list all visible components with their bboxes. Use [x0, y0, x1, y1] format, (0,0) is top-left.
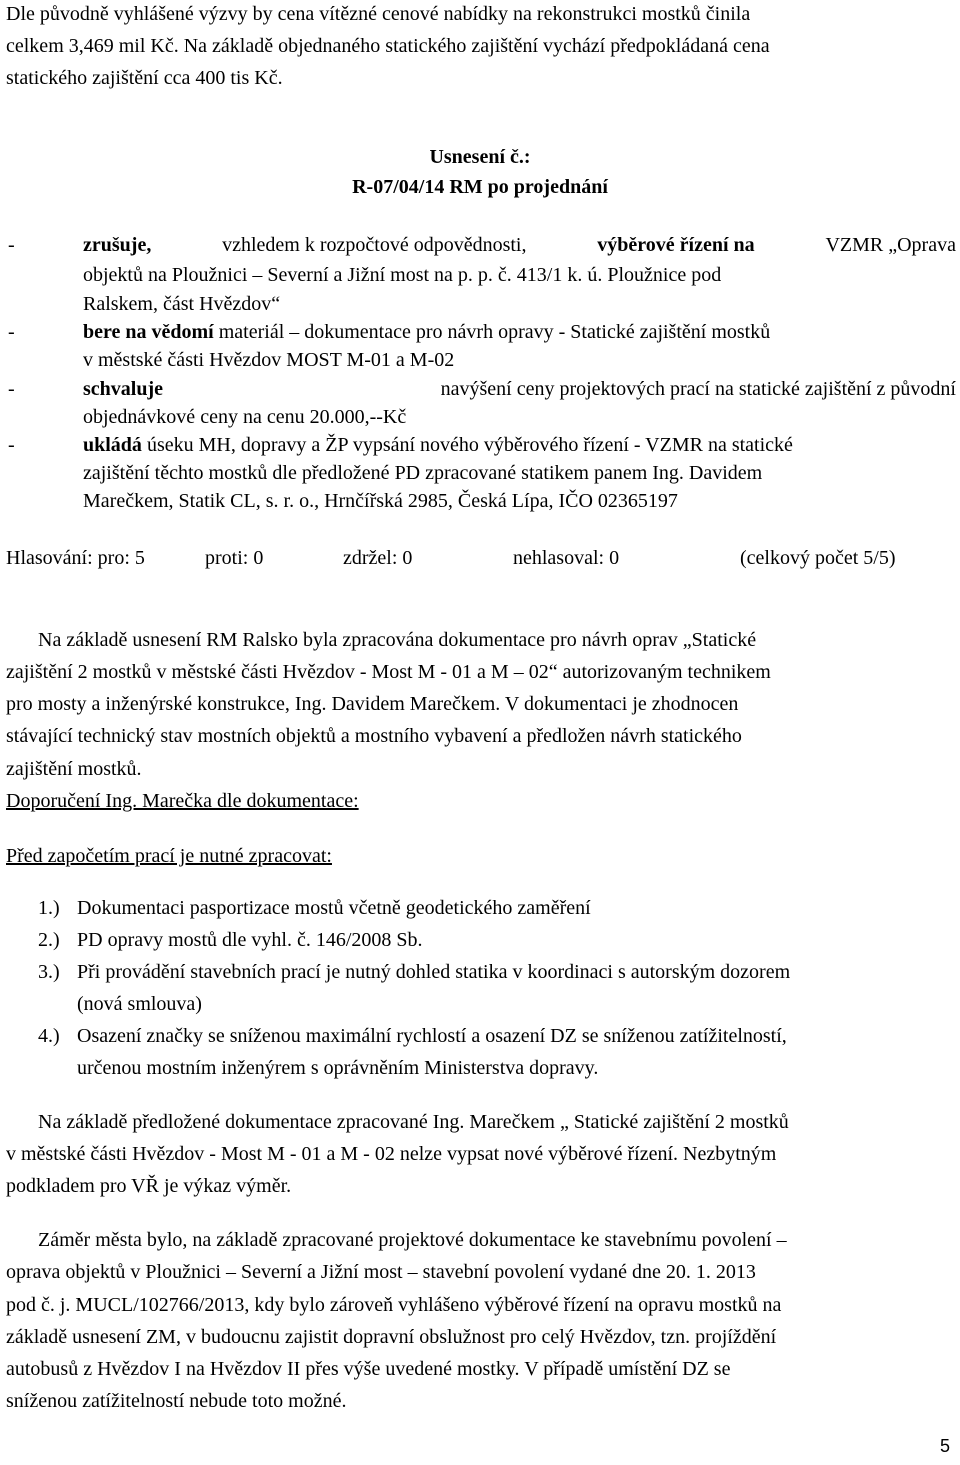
- resolution-heading: Usnesení č.:: [429, 146, 531, 168]
- item-dash: -: [8, 378, 15, 400]
- item-keyword-2: výběrové řízení na: [597, 234, 755, 256]
- intro-line-1: Dle původně vyhlášené výzvy by cena vítězné cenové nabídky na rekonstrukci mostků činila: [6, 3, 751, 25]
- voting-label: [6, 546, 145, 570]
- item-keyword: schvaluje: [83, 378, 163, 400]
- item-bere-line-2: v městské části Hvězdov MOST M-01 a M-02: [83, 349, 455, 371]
- item-text: navýšení ceny projektových prací na statické zajištění z původní: [440, 378, 956, 400]
- item-schvaluje-line-1: [83, 377, 956, 401]
- item-dash: -: [8, 434, 15, 456]
- list-item-text: Osazení značky se sníženou maximální rychlostí a osazení DZ se sníženou zatížitelností,: [77, 1025, 787, 1047]
- para4-line-4: základě usnesení ZM, v budoucnu zajistit dopravní obslužnost pro celý Hvězdov, tzn. projíždění: [6, 1326, 777, 1348]
- recommendation-heading: Doporučení Ing. Marečka dle dokumentace:: [6, 790, 359, 812]
- item-uklada-line-3: Marečkem, Statik CL, s. r. o., Hrnčířská 2985, Česká Lípa, IČO 02365197: [83, 490, 678, 512]
- para2-line-4: stávající technický stav mostních objektů a mostního vybavení a předložen návrh statického: [6, 725, 742, 747]
- intro-line-3: statického zajištění cca 400 tis Kč.: [6, 67, 283, 89]
- voting-nehlasoval: nehlasoval: 0: [513, 547, 620, 569]
- para3-line-2: v městské části Hvězdov - Most M - 01 a M - 02 nelze vypsat nové výběrové řízení. Nezbytným: [6, 1143, 777, 1165]
- item-text-2: VZMR „Oprava: [825, 234, 956, 256]
- item-keyword: ukládá: [83, 434, 142, 456]
- para2-line-3: pro mosty a inženýrské konstrukce, Ing. Davidem Marečkem. V dokumentaci je zhodnocen: [6, 693, 739, 715]
- list-number: 2.): [38, 929, 60, 951]
- voting-label-text: Hlasování:: [6, 547, 93, 569]
- list-number: 1.): [38, 897, 60, 919]
- item-uklada-line-2: zajištění těchto mostků dle předložené PD zpracované statikem panem Ing. Davidem: [83, 462, 763, 484]
- voting-proti: proti: 0: [205, 547, 264, 569]
- item-dash: -: [8, 234, 15, 256]
- para2-line-2: zajištění 2 mostků v městské části Hvězdov - Most M - 01 a M – 02“ autorizovaným technikem: [6, 661, 771, 683]
- item-zrusuje-line-3: Ralskem, část Hvězdov“: [83, 293, 281, 315]
- list-item-text: (nová smlouva): [77, 993, 202, 1015]
- para4-line-1: Záměr města bylo, na základě zpracované projektové dokumentace ke stavebnímu povolení –: [38, 1229, 787, 1251]
- list-item-text: PD opravy mostů dle vyhl. č. 146/2008 Sb.: [77, 929, 423, 951]
- para3-line-1: Na základě předložené dokumentace zpracované Ing. Marečkem „ Statické zajištění 2 mostků: [38, 1111, 789, 1133]
- voting-zdrzel: zdržel: 0: [343, 547, 413, 569]
- list-number: 4.): [38, 1025, 60, 1047]
- para3-line-3: podkladem pro VŘ je výkaz výměr.: [6, 1175, 292, 1197]
- item-bere-line-1: [83, 320, 770, 344]
- intro-line-2: celkem 3,469 mil Kč. Na základě objednaného statického zajištění vychází předpokládaná cena: [6, 35, 770, 57]
- para4-line-5: autobusů z Hvězdov I na Hvězdov II přes výše uvedené mostky. V případě umístění DZ se: [6, 1358, 731, 1380]
- item-zrusuje-line-1: [83, 233, 956, 257]
- para4-line-3: pod č. j. MUCL/102766/2013, kdy bylo zároveň vyhlášeno výběrové řízení na opravu mostků na: [6, 1294, 782, 1316]
- item-keyword: bere na vědomí: [83, 321, 214, 343]
- item-schvaluje-line-2: objednávkové ceny na cenu 20.000,--Kč: [83, 406, 407, 428]
- resolution-number: R-07/04/14 RM po projednání: [352, 176, 608, 198]
- list-item-text: Při provádění stavebních prací je nutný dohled statika v koordinaci s autorským dozorem: [77, 961, 791, 983]
- para4-line-2: oprava objektů v Ploužnici – Severní a Jižní most – stavební povolení vydané dne 20. 1. 2013: [6, 1261, 756, 1283]
- voting-pro: pro: 5: [97, 547, 145, 569]
- page-number: 5: [939, 1436, 950, 1456]
- item-keyword: zrušuje,: [83, 234, 152, 256]
- item-text: vzhledem k rozpočtové odpovědnosti,: [222, 234, 527, 256]
- para2-line-1: Na základě usnesení RM Ralsko byla zpracována dokumentace pro návrh oprav „Statické: [38, 629, 757, 651]
- item-text: materiál – dokumentace pro návrh opravy - Statické zajištění mostků: [218, 321, 771, 343]
- voting-total: (celkový počet 5/5): [740, 547, 896, 569]
- item-text: úseku MH, dopravy a ŽP vypsání nového výběrového řízení - VZMR na statické: [146, 434, 793, 456]
- list-item-text: určenou mostním inženýrem s oprávněním Ministerstva dopravy.: [77, 1057, 599, 1079]
- para2-line-5: zajištění mostků.: [6, 758, 142, 780]
- item-zrusuje-line-2: objektů na Ploužnici – Severní a Jižní most na p. p. č. 413/1 k. ú. Ploužnice pod: [83, 264, 722, 286]
- list-number: 3.): [38, 961, 60, 983]
- para4-line-6: sníženou zatížitelností nebude toto možné.: [6, 1390, 347, 1412]
- prerequisite-heading: Před započetím prací je nutné zpracovat:: [6, 845, 332, 867]
- list-item-text: Dokumentaci pasportizace mostů včetně geodetického zaměření: [77, 897, 591, 919]
- item-dash: -: [8, 321, 15, 343]
- item-uklada-line-1: [83, 433, 793, 457]
